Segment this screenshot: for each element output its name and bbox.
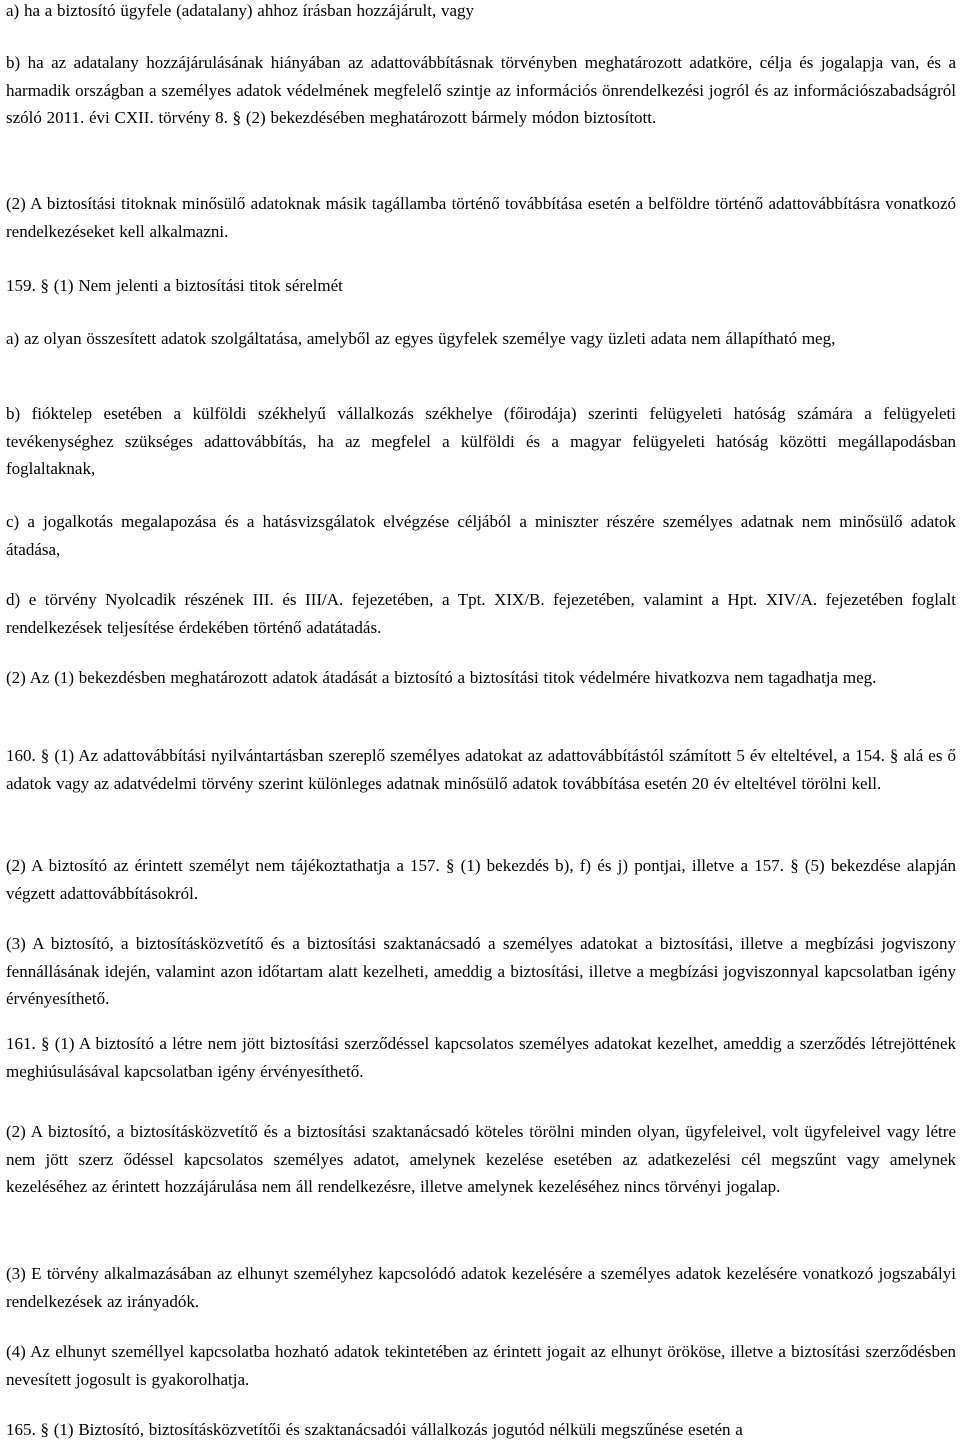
paragraph-159-2: (2) Az (1) bekezdésben meghatározott adatok átadását a biztosító a biztosítási titok védelmére hivatkozva nem tagadhatja meg. [6,668,877,687]
paragraph-165-1: 165. § (1) Biztosító, biztosításközvetítői és szaktanácsadói vállalkozás jogutód nélküli megszűnése esetén a [6,1420,743,1439]
paragraph-160-1: 160. § (1) Az adattovábbítási nyilvántartásban szereplő személyes adatokat az adattovábbítástól számított 5 év elteltével, a 154. § alá es ő adatok vagy az adatvédelmi törvény szerint különleges adatnak minősülő adatok továbbítása esetén 20 év elteltével törölni kell. [6,746,956,793]
paragraph-159-1-b: b) fióktelep esetében a külföldi székhelyű vállalkozás székhelye (főirodája) szerinti felügyeleti hatóság számára a felügyeleti tevékenységhez szükséges adattovábbítás, ha az megfelel a külföldi és a magyar felügyeleti hatóság közötti megállapodásban foglaltaknak, [6,404,956,478]
paragraph-158-2: (2) A biztosítási titoknak minősülő adatoknak másik tagállamba történő továbbítása esetén a belföldre történő adattovábbításra vonatkozó rendelkezéseket kell alkalmazni. [6,194,956,241]
paragraph-161-4: (4) Az elhunyt személlyel kapcsolatba hozható adatok tekintetében az érintett jogait az elhunyt örököse, illetve a biztosítási szerződésben nevesített jogosult is gyakorolhatja. [6,1342,956,1389]
paragraph-161-3: (3) E törvény alkalmazásában az elhunyt személyhez kapcsolódó adatok kezelésére a személyes adatok kezelésére vonatkozó jogszabályi rendelkezések az irányadók. [6,1264,956,1311]
paragraph-160-3: (3) A biztosító, a biztosításközvetítő és a biztosítási szaktanácsadó a személyes adatokat a biztosítási, illetve a megbízási jogviszony fennállásának idején, valamint azon időtartam alatt kezelheti, ameddig a biztosítási, illetve a megbízási jogviszonnyal kapcsolatban igény érvényesíthető. [6,934,956,1008]
paragraph-159-1-c: c) a jogalkotás megalapozása és a hatásvizsgálatok elvégzése céljából a miniszter részére személyes adatnak nem minősülő adatok átadása, [6,512,956,559]
paragraph-a-consent: a) ha a biztosító ügyfele (adatalany) ahhoz írásban hozzájárult, vagy [6,1,475,20]
paragraph-159-1: 159. § (1) Nem jelenti a biztosítási titok sérelmét [6,276,343,295]
paragraph-159-1-a: a) az olyan összesített adatok szolgáltatása, amelyből az egyes ügyfelek személye vagy üzleti adata nem állapítható meg, [6,329,836,348]
paragraph-159-1-d: d) e törvény Nyolcadik részének III. és III/A. fejezetében, a Tpt. XIX/B. fejezetében, valamint a Hpt. XIV/A. fejezetében foglalt rendelkezések teljesítése érdekében történő adatátadás. [6,590,956,637]
paragraph-161-2: (2) A biztosító, a biztosításközvetítő és a biztosítási szaktanácsadó köteles törölni minden olyan, ügyfeleivel, volt ügyfeleivel vagy létre nem jött szerz ődéssel kapcsolatos személyes adatot, amelynek kezelése esetében az adatkezelési cél megszűnt vagy amelynek kezeléséhez az érintett hozzájárulása nem áll rendelkezésre, illetve amelynek kezeléséhez nincs törvényi jogalap. [6,1122,956,1196]
paragraph-b-legal-basis: b) ha az adatalany hozzájárulásának hiányában az adattovábbításnak törvényben meghatározott adatköre, célja és jogalapja van, és a harmadik országban a személyes adatok védelmének megfelelő szintje az információs önrendelkezési jogról és az információszabadságról szóló 2011. évi CXII. törvény 8. § (2) bekezdésében meghatározott bármely módon biztosított. [6,53,956,127]
paragraph-161-1: 161. § (1) A biztosító a létre nem jött biztosítási szerződéssel kapcsolatos személyes adatokat kezelhet, ameddig a szerződés létrejöttének meghiúsulásával kapcsolatban igény érvényesíthető. [6,1034,956,1081]
paragraph-160-2: (2) A biztosító az érintett személyt nem tájékoztathatja a 157. § (1) bekezdés b), f) és j) pontjai, illetve a 157. § (5) bekezdése alapján végzett adattovábbításokról. [6,856,956,903]
